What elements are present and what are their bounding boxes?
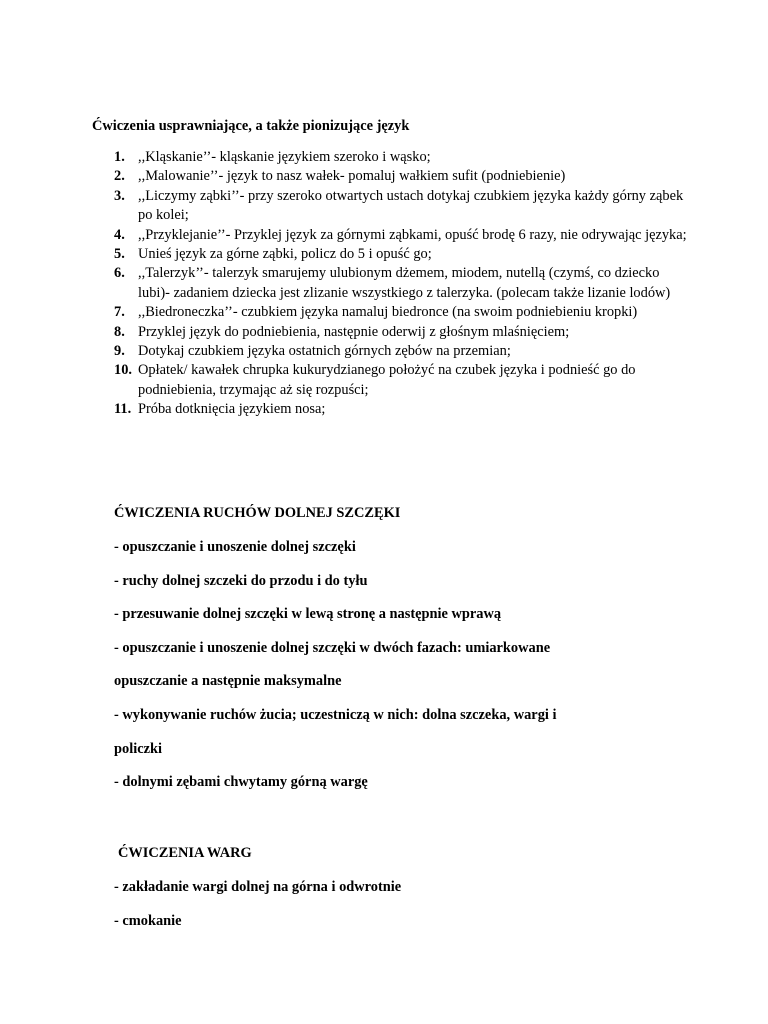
item-text: Unieś język za górne ząbki, policz do 5 i opuść go;	[138, 246, 432, 263]
exercise-line: opuszczanie a następnie maksymalne	[114, 673, 342, 690]
list-item	[114, 323, 689, 342]
item-text: ,,Biedroneczka’’- czubkiem języka namaluj biedronce (na swoim podniebieniu kropki)	[138, 304, 638, 321]
item-number: 10.	[114, 362, 132, 379]
exercise-line: - zakładanie wargi dolnej na górna i odwrotnie	[114, 879, 402, 895]
jaw-exercises-section	[114, 504, 556, 807]
list-item	[114, 245, 689, 264]
exercise-line: - opuszczanie i unoszenie dolnej szczęki w dwóch fazach: umiarkowane	[114, 639, 551, 656]
section-heading: ĆWICZENIA WARG	[118, 845, 252, 861]
item-text: ,,Talerzyk’’- talerzyk smarujemy ulubionym dżemem, miodem, nutellą (czymś, co dziecko lubi)- zadaniem dziecka jest zlizanie wszystkiego z talerzyka. (polecam także lizanie lodów)	[138, 265, 671, 301]
list-item	[114, 187, 689, 226]
document-title: Ćwiczenia usprawniające, a także pionizujące język	[92, 118, 410, 134]
item-number: 5.	[114, 246, 125, 263]
section-heading: ĆWICZENIA RUCHÓW DOLNEJ SZCZĘKI	[114, 505, 401, 521]
item-text: ,,Liczymy ząbki’’- przy szeroko otwartych ustach dotykaj czubkiem języka każdy górny ząbek po kolei;	[138, 187, 684, 224]
item-text: Przyklej język do podniebienia, następnie oderwij z głośnym mlaśnięciem;	[138, 323, 570, 340]
item-text: ,,Malowanie’’- język to nasz wałek- pomaluj wałkiem sufit (podniebienie)	[138, 168, 566, 185]
list-item	[114, 303, 689, 322]
lip-exercises-section	[114, 844, 401, 945]
item-text: ,,Kląskanie’’- kląskanie językiem szeroko i wąsko;	[138, 149, 431, 165]
list-item	[114, 361, 689, 400]
exercise-line: - opuszczanie i unoszenie dolnej szczęki	[114, 539, 356, 555]
exercise-line: - wykonywanie ruchów żucia; uczestniczą w nich: dolna szczeka, wargi i	[114, 706, 557, 723]
list-item	[114, 148, 689, 167]
item-number: 3.	[114, 187, 125, 204]
item-number: 7.	[114, 304, 125, 321]
list-item	[114, 264, 689, 303]
item-text: Dotykaj czubkiem języka ostatnich górnych zębów na przemian;	[138, 343, 511, 360]
item-number: 8.	[114, 323, 125, 340]
list-item	[114, 167, 689, 186]
item-number: 11.	[114, 401, 132, 418]
exercise-line: - ruchy dolnej szczeki do przodu i do tyłu	[114, 572, 368, 589]
item-number: 2.	[114, 168, 125, 185]
item-number: 1.	[114, 149, 125, 165]
list-item	[114, 226, 689, 245]
item-number: 6.	[114, 265, 125, 282]
list-item	[114, 400, 689, 419]
item-number: 4.	[114, 226, 125, 243]
item-text: ,,Przyklejanie’’- Przyklej język za górnymi ząbkami, opuść brodę 6 razy, nie odrywając języka;	[138, 226, 687, 243]
exercise-line: - cmokanie	[114, 912, 182, 929]
exercise-line: - przesuwanie dolnej szczęki w lewą stronę a następnie wprawą	[114, 606, 502, 623]
exercise-line: - dolnymi zębami chwytamy górną wargę	[114, 774, 368, 791]
item-text: Opłatek/ kawałek chrupka kukurydzianego położyć na czubek języka i podnieść go do podniebienia, trzymając aż się rozpuści;	[138, 362, 636, 398]
list-item	[114, 342, 689, 361]
item-text: Próba dotknięcia językiem nosa;	[138, 401, 326, 418]
exercise-line: policzki	[114, 740, 162, 757]
item-number: 9.	[114, 343, 125, 360]
tongue-exercise-list	[114, 148, 689, 420]
